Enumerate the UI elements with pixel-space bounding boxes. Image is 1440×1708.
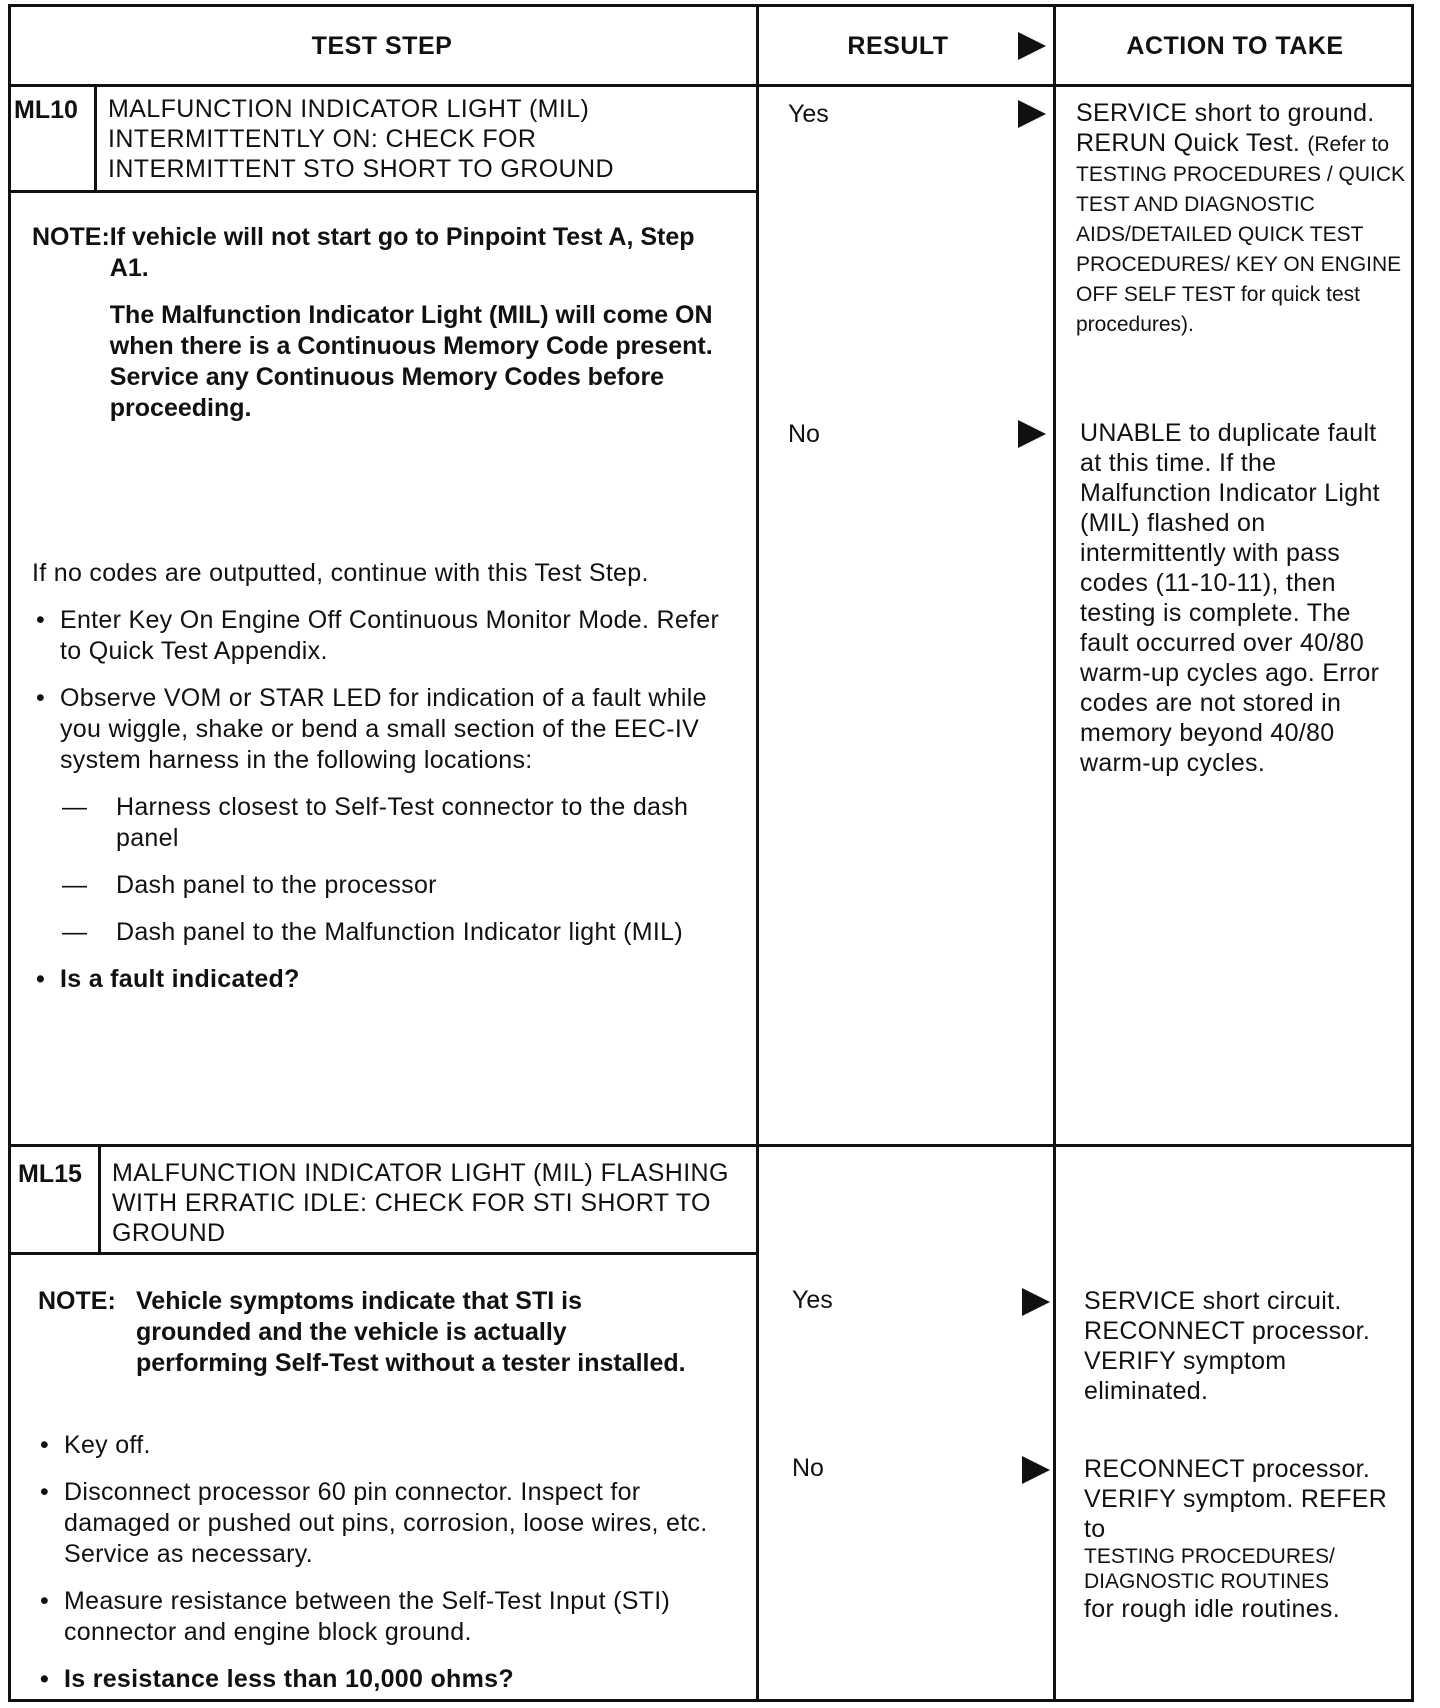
ml10-location-3: — Dash panel to the Malfunction Indicator light (MIL) [32, 917, 732, 948]
ml10-bullet-2-text: Observe VOM or STAR LED for indication of a fault while you wiggle, shake or bend a small section of the EEC-IV system harness in the following locations: [60, 684, 707, 774]
ml15-no-action-main: RECONNECT processor. VERIFY symptom. REFER to [1084, 1455, 1388, 1543]
column-divider-1 [756, 4, 759, 1702]
ml15-code-divider [98, 1146, 101, 1254]
table-border-top [8, 4, 1414, 7]
ml10-note [32, 222, 732, 436]
section-divider [8, 1144, 1414, 1147]
header-action: ACTION TO TAKE [1126, 32, 1344, 60]
table-border-bottom [8, 1699, 1414, 1702]
ml10-question: • Is a fault indicated? [32, 964, 732, 995]
ml15-title-bottom [8, 1252, 758, 1255]
ml10-instructions [32, 558, 732, 1011]
ml10-result-yes: Yes [788, 100, 829, 128]
ml10-no-action: UNABLE to duplicate fault at this time. If the Malfunction Indicator Light (MIL) flashed on intermittently with pass codes (11-10-11), then testing is complete. The fault occurred over 40/80 warm-up cycles ago. Error codes are not stored in memory beyond 40/80 warm-up cycles. [1080, 419, 1380, 777]
ml10-note-paragraph-2: The Malfunction Indicator Light (MIL) will come ON when there is a Continuous Memory Code present. Service any Continuous Memory Codes before proceeding. [109, 301, 713, 422]
ml10-step-code: ML10 [14, 96, 78, 124]
ml10-yes-action-reference: (Refer to TESTING PROCEDURES / QUICK TEST AND DIAGNOSTIC AIDS/DETAILED QUICK TEST PROCEDURES/ KEY ON ENGINE OFF SELF TEST for quick test procedures). [1076, 133, 1406, 336]
ml15-note-label: NOTE: [38, 1287, 116, 1315]
ml15-note [38, 1286, 738, 1379]
ml15-note-text: Vehicle symptoms indicate that STI is grounded and the vehicle is actually performing Self-Test without a tester installed. [136, 1287, 686, 1377]
result-arrow-icon [1018, 32, 1046, 60]
ml15-question: • Is resistance less than 10,000 ohms? [36, 1664, 736, 1695]
ml10-note-label: NOTE: [32, 223, 110, 251]
ml10-code-divider [94, 86, 97, 192]
ml10-yes-arrow-icon [1018, 100, 1046, 128]
ml10-result-no: No [788, 420, 820, 448]
diagnostic-table [8, 4, 1414, 1702]
table-border-left [8, 4, 11, 1702]
ml10-location-2: — Dash panel to the processor [32, 870, 732, 901]
ml10-yes-action-main: SERVICE short to ground. RERUN Quick Test. [1076, 99, 1375, 157]
ml10-step-title: MALFUNCTION INDICATOR LIGHT (MIL) INTERMITTENTLY ON: CHECK FOR INTERMITTENT STO SHORT TO GROUND [108, 95, 614, 183]
ml15-bullet-2: • Disconnect processor 60 pin connector. Inspect for damaged or pushed out pins, corrosion, loose wires, etc. Service as necessary. [36, 1477, 736, 1570]
table-border-right [1411, 4, 1414, 1702]
ml10-bullet-2 [32, 683, 732, 776]
ml15-no-action-reference: TESTING PROCEDURES/ DIAGNOSTIC ROUTINES [1084, 1545, 1335, 1593]
ml10-bullet-1: • Enter Key On Engine Off Continuous Monitor Mode. Refer to Quick Test Appendix. [32, 605, 732, 667]
ml10-title-bottom [8, 190, 758, 193]
column-divider-2 [1053, 4, 1056, 1702]
ml15-yes-action: SERVICE short circuit. RECONNECT processor. VERIFY symptom eliminated. [1084, 1287, 1371, 1405]
ml10-no-arrow-icon [1018, 420, 1046, 448]
ml10-intro: If no codes are outputted, continue with this Test Step. [32, 559, 649, 587]
ml10-location-1: — Harness closest to Self-Test connector to the dash panel [32, 792, 732, 854]
ml15-bullet-3: • Measure resistance between the Self-Test Input (STI) connector and engine block ground. [36, 1586, 736, 1648]
ml15-result-yes: Yes [792, 1286, 833, 1314]
ml15-no-arrow-icon [1022, 1456, 1050, 1484]
header-test-step: TEST STEP [311, 32, 453, 60]
header-divider [8, 84, 1414, 87]
ml15-instructions [36, 1430, 736, 1695]
ml10-yes-action [1076, 98, 1406, 338]
ml15-yes-arrow-icon [1022, 1288, 1050, 1316]
ml15-step-title: MALFUNCTION INDICATOR LIGHT (MIL) FLASHING WITH ERRATIC IDLE: CHECK FOR STI SHORT TO GROUND [112, 1159, 729, 1247]
ml10-note-paragraph-1: If vehicle will not start go to Pinpoint Test A, Step A1. [109, 223, 695, 282]
header-result: RESULT [847, 32, 949, 60]
ml15-bullet-1: • Key off. [36, 1430, 736, 1461]
ml15-step-code: ML15 [18, 1160, 82, 1188]
ml15-no-action-end: for rough idle routines. [1084, 1595, 1340, 1623]
ml15-result-no: No [792, 1454, 824, 1482]
ml15-no-action [1084, 1454, 1390, 1624]
